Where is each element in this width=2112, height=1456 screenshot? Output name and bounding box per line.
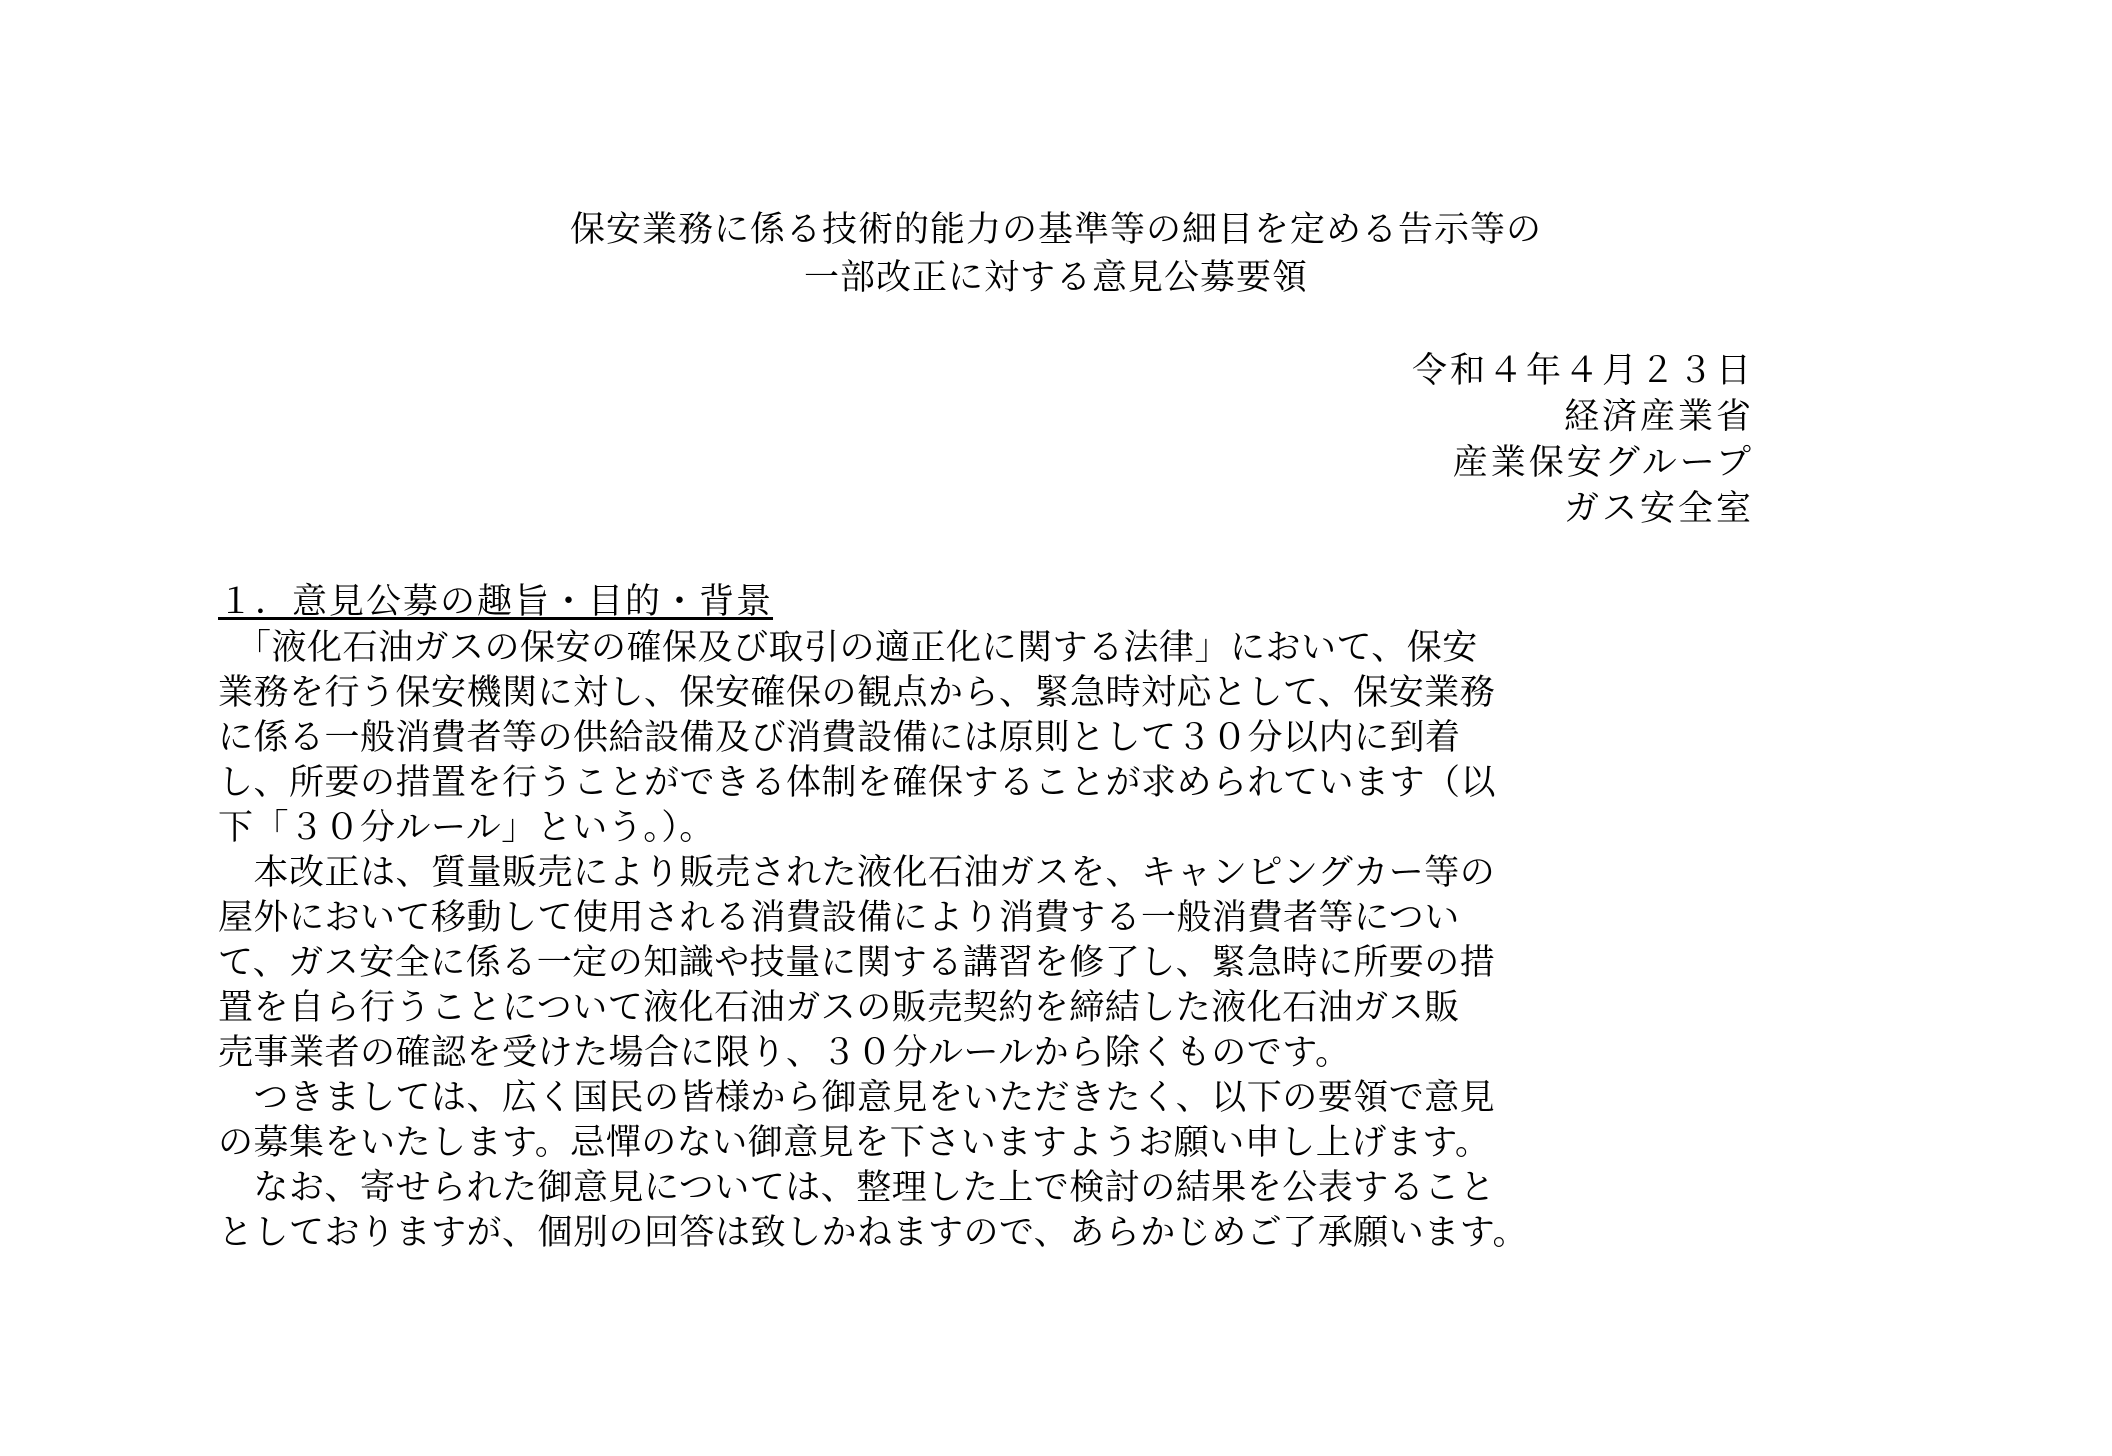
body-line: としておりますが、個別の回答は致しかねますので、あらかじめご了承願います。 — [218, 1213, 1529, 1253]
document-title-line-1: 保安業務に係る技術的能力の基準等の細目を定める告示等の — [569, 210, 1542, 250]
issuing-group: 産業保安グループ — [1452, 443, 1754, 483]
body-line: 屋外において移動して使用される消費設備により消費する一般消費者等につい — [218, 898, 1460, 938]
issuing-ministry: 経済産業省 — [1563, 397, 1754, 437]
issuing-office: ガス安全室 — [1563, 489, 1754, 529]
body-line: なお、寄せられた御意見については、整理した上で検討の結果を公表すること — [218, 1168, 1496, 1208]
body-line: て、ガス安全に係る一定の知識や技量に関する講習を修了し、緊急時に所要の措 — [218, 943, 1496, 983]
section-1-heading: １．意見公募の趣旨・目的・背景 — [218, 582, 774, 622]
body-line: 売事業者の確認を受けた場合に限り、３０分ルールから除くものです。 — [218, 1033, 1351, 1073]
body-line: つきましては、広く国民の皆様から御意見をいただきたく、以下の要領で意見 — [218, 1078, 1496, 1118]
body-line: し、所要の措置を行うことができる体制を確保することが求められています（以 — [218, 763, 1497, 803]
body-line: 置を自ら行うことについて液化石油ガスの販売契約を締結した液化石油ガス販 — [218, 988, 1460, 1028]
body-line: 「液化石油ガスの保安の確保及び取引の適正化に関する法律」において、保安 — [218, 628, 1478, 668]
body-line: 本改正は、質量販売により販売された液化石油ガスを、キャンピングカー等の — [218, 853, 1496, 893]
body-line: 業務を行う保安機関に対し、保安確保の観点から、緊急時対応として、保安業務 — [218, 673, 1496, 713]
body-line: に係る一般消費者等の供給設備及び消費設備には原則として３０分以内に到着 — [218, 718, 1461, 758]
document-title-line-2: 一部改正に対する意見公募要領 — [803, 258, 1308, 298]
issue-date: 令和４年４月２３日 — [1411, 351, 1754, 391]
body-line: の募集をいたします。忌憚のない御意見を下さいますようお願い申し上げます。 — [218, 1123, 1491, 1163]
body-line: 下「３０分ルール」という。）。 — [218, 808, 715, 848]
